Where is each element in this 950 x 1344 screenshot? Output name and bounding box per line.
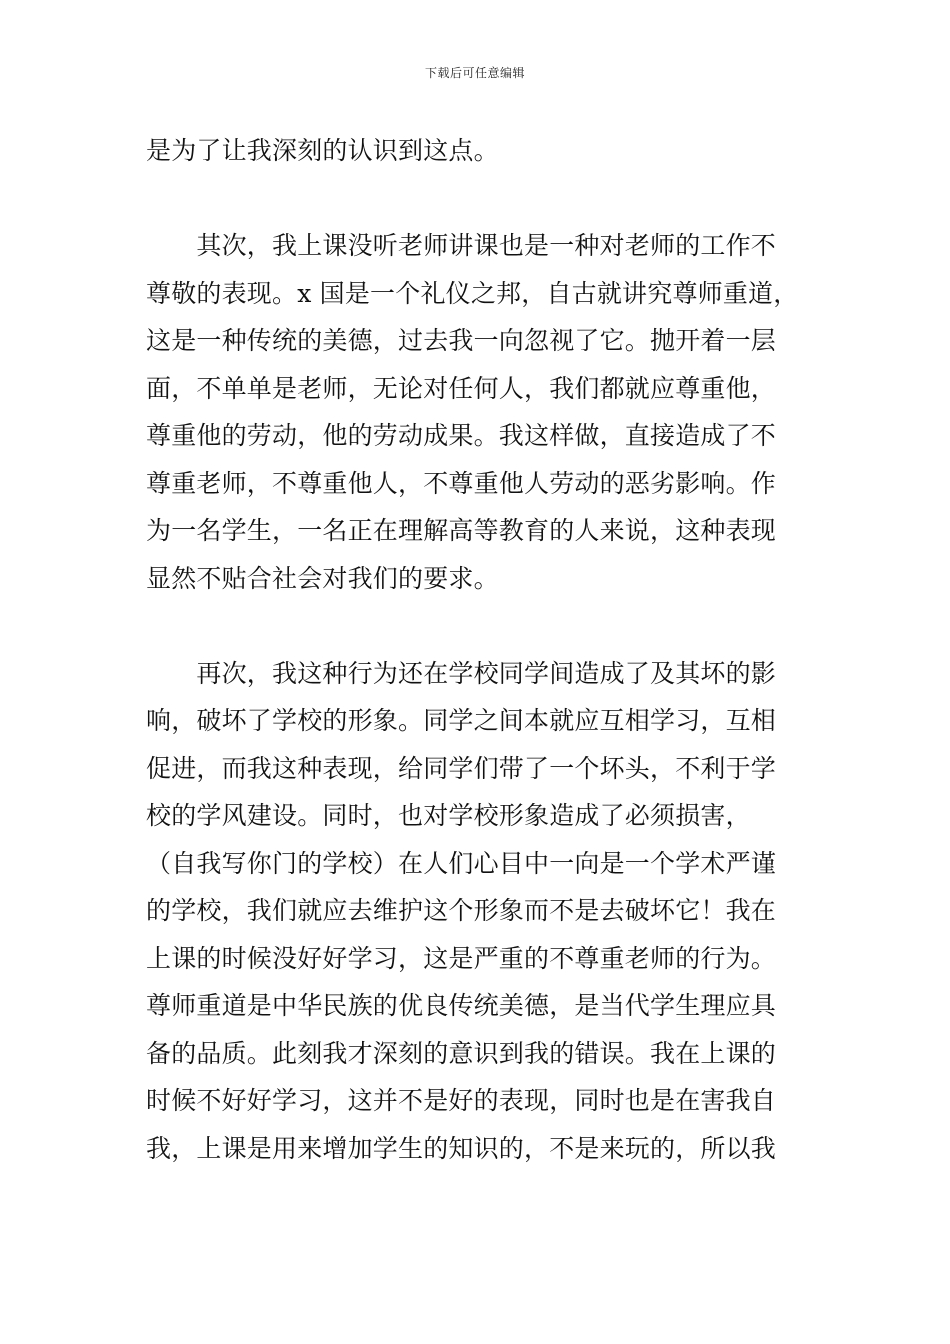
text-line: 其次，我上课没听老师讲课也是一种对老师的工作不: [146, 231, 777, 260]
text-line: 尊重老师，不尊重他人，不尊重他人劳动的恶劣影响。作: [146, 468, 777, 498]
paragraph-gap: [146, 602, 810, 650]
text-line: 上课的时候没好好学习，这是严重的不尊重老师的行为。: [146, 943, 777, 973]
document-body: [146, 127, 810, 1172]
text-line: 尊师重道是中华民族的优良传统美德，是当代学生理应具: [146, 991, 777, 1020]
text-line: 的学校，我们就应去维护这个形象而不是去破坏它！我在: [146, 896, 777, 925]
text-line: 显然不贴合社会对我们的要求。: [146, 563, 499, 593]
text-line: 面，不单单是老师，无论对任何人，我们都就应尊重他，: [146, 373, 777, 403]
paragraph-gap: [146, 175, 810, 223]
text-line: 备的品质。此刻我才深刻的意识到我的错误。我在上课的: [146, 1038, 777, 1068]
text-line: 校的学风建设。同时，也对学校形象造成了必须损害，: [146, 801, 751, 830]
text-line: 促进，而我这种表现，给同学们带了一个坏头，不利于学: [146, 753, 777, 783]
text-line: （自我写你门的学校）在人们心目中一向是一个学术严谨: [146, 848, 777, 878]
text-line: 尊重他的劳动，他的劳动成果。我这样做，直接造成了不: [146, 421, 777, 450]
text-line: 这是一种传统的美德，过去我一向忽视了它。抛开着一层: [146, 326, 777, 355]
text-line: 时候不好好学习，这并不是好的表现，同时也是在害我自: [146, 1086, 777, 1115]
text-line: 再次，我这种行为还在学校同学间造成了及其坏的影: [146, 658, 777, 688]
text-line: 尊敬的表现。x 国是一个礼仪之邦，自古就讲究尊师重道，: [146, 278, 799, 308]
page-header: 下载后可任意编辑: [424, 66, 525, 80]
text-line: 我，上课是用来增加学生的知识的，不是来玩的，所以我: [146, 1133, 777, 1163]
text-line: 响，破坏了学校的形象。同学之间本就应互相学习，互相: [146, 706, 777, 735]
text-line: 为一名学生，一名正在理解高等教育的人来说，这种表现: [146, 516, 777, 545]
text-line: 是为了让我深刻的认识到这点。: [146, 136, 499, 165]
